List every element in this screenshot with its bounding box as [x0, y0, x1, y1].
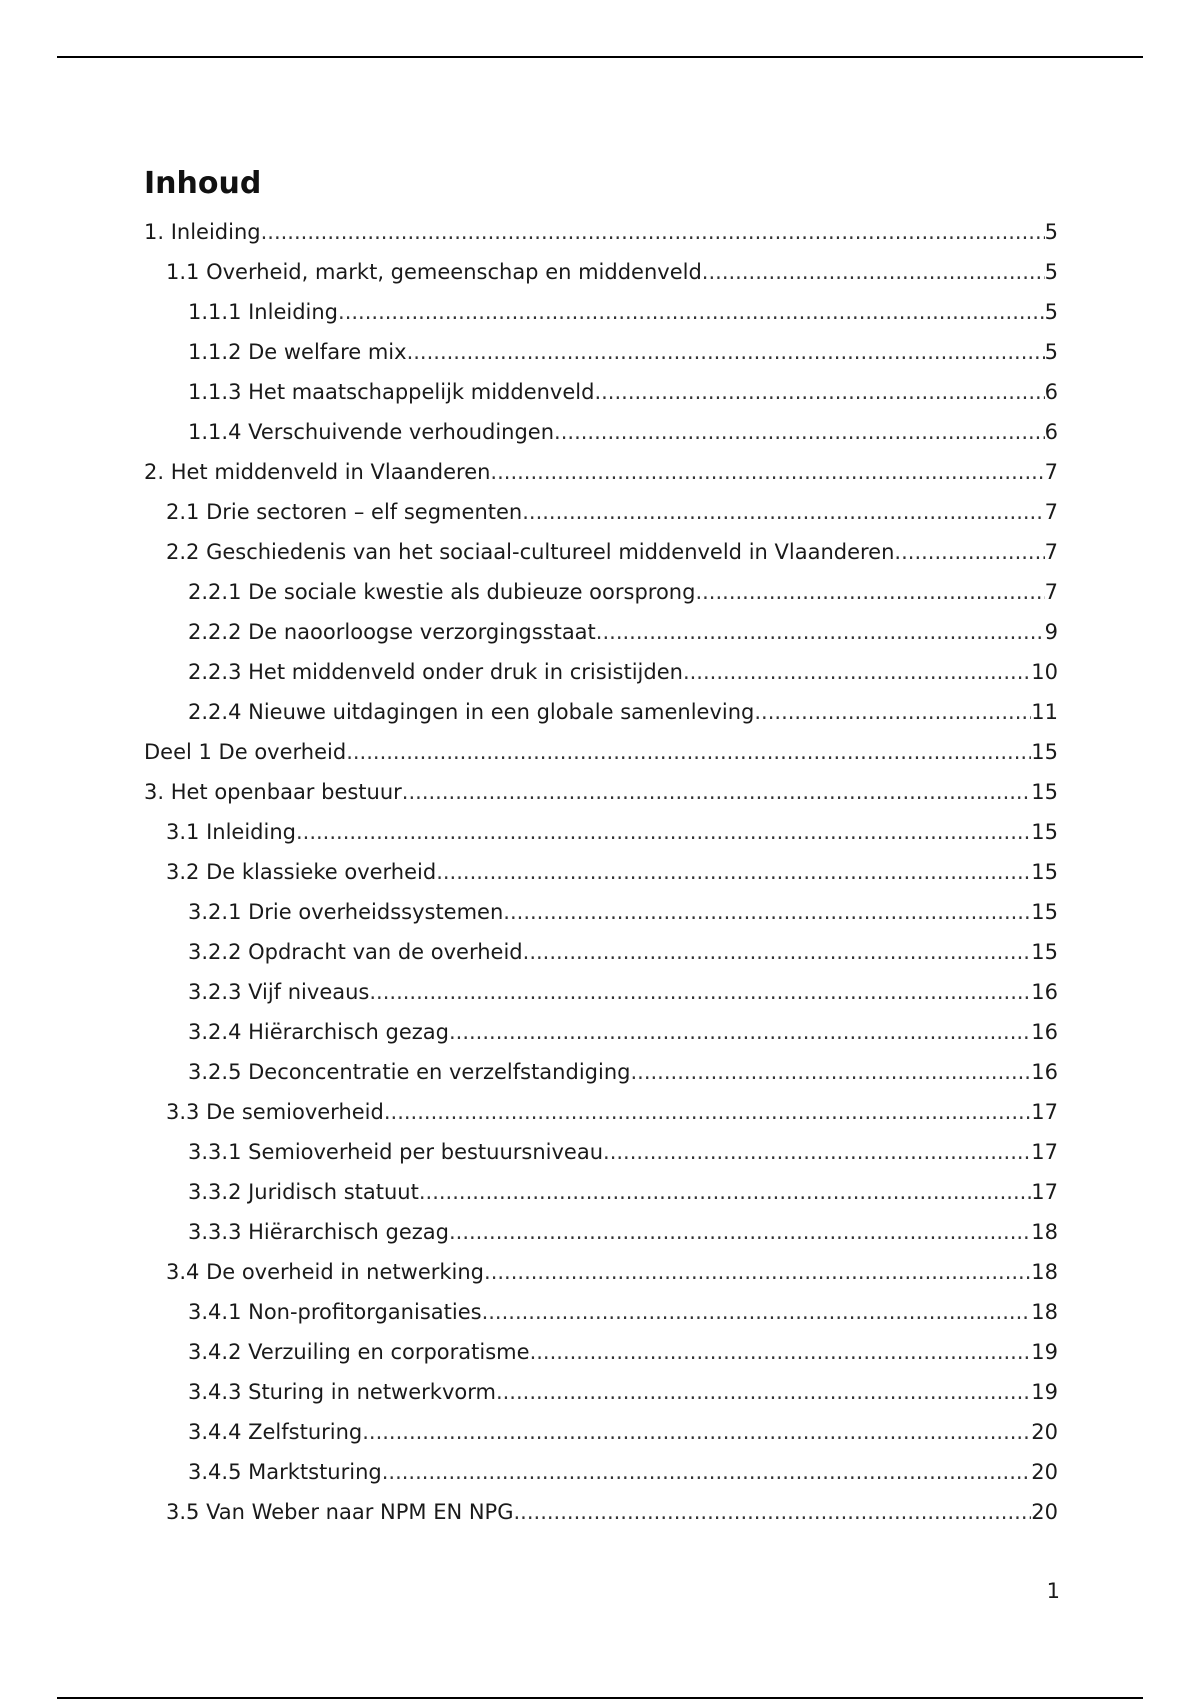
toc-entry[interactable] [144, 572, 1058, 612]
dot-leader [402, 772, 1031, 812]
toc-entry-label: 2.1 Drie sectoren – elf segmenten [166, 500, 523, 524]
toc-entry-page: 7 [1044, 460, 1058, 484]
toc-entry-label: 3.4.4 Zelfsturing [188, 1420, 363, 1444]
toc-entry-label: 3.3 De semioverheid [166, 1100, 384, 1124]
dot-leader [484, 1252, 1031, 1292]
toc-entry-page: 7 [1044, 540, 1058, 564]
toc-entry[interactable] [144, 932, 1058, 972]
dot-leader [530, 1332, 1032, 1372]
toc-entry-page: 16 [1031, 1020, 1058, 1044]
toc-entry-label: 3.4 De overheid in netwerking [166, 1260, 485, 1284]
toc-entry-label: 3.1 Inleiding [166, 820, 296, 844]
header-rule [57, 56, 1143, 58]
toc-entry-page: 6 [1044, 420, 1058, 444]
toc-entry-label: Deel 1 De overheid [144, 740, 347, 764]
toc-entry-label: 1.1.3 Het maatschappelijk middenveld [188, 380, 595, 404]
dot-leader [596, 612, 1045, 652]
toc-entry-page: 7 [1044, 580, 1058, 604]
dot-leader [754, 692, 1031, 732]
toc-entry[interactable] [144, 1212, 1058, 1252]
toc-entry[interactable] [144, 1172, 1058, 1212]
toc-entry-label: 3.2 De klassieke overheid [166, 860, 437, 884]
dot-leader [594, 372, 1044, 412]
toc-title: Inhoud [144, 166, 262, 201]
dot-leader [419, 1172, 1031, 1212]
toc-entry-page: 15 [1031, 740, 1058, 764]
toc-entry-label: 3.4.2 Verzuiling en corporatisme [188, 1340, 530, 1364]
toc-entry-page: 17 [1031, 1100, 1058, 1124]
toc-entry[interactable] [144, 412, 1058, 452]
toc-entry-page: 18 [1031, 1300, 1058, 1324]
toc-entry-page: 7 [1044, 500, 1058, 524]
toc-entry-page: 18 [1031, 1260, 1058, 1284]
dot-leader [522, 492, 1044, 532]
page-number: 1 [1046, 1579, 1060, 1603]
toc-entry-label: 3.3.2 Juridisch statuut [188, 1180, 419, 1204]
toc-entry-page: 10 [1031, 660, 1058, 684]
toc-entry[interactable] [144, 1052, 1058, 1092]
toc-entry[interactable] [144, 1332, 1058, 1372]
toc-entry-page: 5 [1044, 260, 1058, 284]
toc-entry-page: 18 [1031, 1220, 1058, 1244]
toc-entry-page: 6 [1044, 380, 1058, 404]
toc-entry-label: 1. Inleiding [144, 220, 261, 244]
toc-entry[interactable] [144, 532, 1058, 572]
toc-entry-label: 3.2.1 Drie overheidssystemen [188, 900, 504, 924]
toc-entry[interactable] [144, 1012, 1058, 1052]
toc-entry-label: 3.5 Van Weber naar NPM EN NPG [166, 1500, 514, 1524]
footer-rule [57, 1697, 1143, 1699]
toc-entry-page: 15 [1031, 940, 1058, 964]
dot-leader [695, 572, 1044, 612]
toc-entry-label: 2.2.3 Het middenveld onder druk in crisistijden [188, 660, 683, 684]
toc-entry-page: 15 [1031, 820, 1058, 844]
toc-entry-page: 19 [1031, 1340, 1058, 1364]
toc-entry-label: 3.4.5 Marktsturing [188, 1460, 382, 1484]
toc-entry[interactable] [144, 772, 1058, 812]
toc-entry[interactable] [144, 1092, 1058, 1132]
toc-entry-label: 2.2.2 De naoorloogse verzorgingsstaat [188, 620, 596, 644]
dot-leader [369, 972, 1031, 1012]
dot-leader [362, 1412, 1031, 1452]
toc-list [144, 212, 1058, 1532]
toc-entry-page: 15 [1031, 860, 1058, 884]
toc-entry-label: 1.1 Overheid, markt, gemeenschap en middenveld [166, 260, 702, 284]
toc-entry[interactable] [144, 372, 1058, 412]
toc-entry-label: 1.1.2 De welfare mix [188, 340, 407, 364]
dot-leader [449, 1212, 1031, 1252]
toc-entry-label: 3.2.2 Opdracht van de overheid [188, 940, 523, 964]
dot-leader [407, 332, 1045, 372]
toc-entry-page: 20 [1031, 1460, 1058, 1484]
toc-entry-page: 9 [1044, 620, 1058, 644]
toc-entry[interactable] [144, 692, 1058, 732]
toc-entry-label: 3.2.3 Vijf niveaus [188, 980, 370, 1004]
dot-leader [683, 652, 1031, 692]
toc-page [144, 160, 1058, 1532]
dot-leader [523, 932, 1032, 972]
toc-entry-page: 11 [1031, 700, 1058, 724]
toc-entry[interactable] [144, 1492, 1058, 1532]
toc-entry-page: 5 [1044, 340, 1058, 364]
toc-entry[interactable] [144, 1452, 1058, 1492]
dot-leader [514, 1492, 1032, 1532]
toc-entry-page: 16 [1031, 980, 1058, 1004]
toc-entry-label: 2.2.1 De sociale kwestie als dubieuze oorsprong [188, 580, 696, 604]
dot-leader [482, 1292, 1032, 1332]
dot-leader [503, 892, 1031, 932]
dot-leader [490, 452, 1044, 492]
toc-entry-page: 20 [1031, 1500, 1058, 1524]
dot-leader [384, 1092, 1031, 1132]
toc-entry-label: 3.4.3 Sturing in netwerkvorm [188, 1380, 496, 1404]
toc-entry[interactable] [144, 1372, 1058, 1412]
toc-entry[interactable] [144, 652, 1058, 692]
toc-entry-page: 5 [1044, 220, 1058, 244]
toc-entry-label: 3.2.5 Deconcentratie en verzelfstandiging [188, 1060, 631, 1084]
toc-entry-page: 15 [1031, 780, 1058, 804]
toc-entry[interactable] [144, 1292, 1058, 1332]
toc-entry-page: 17 [1031, 1180, 1058, 1204]
toc-entry-page: 5 [1044, 300, 1058, 324]
toc-entry[interactable] [144, 732, 1058, 772]
dot-leader [382, 1452, 1032, 1492]
toc-entry-page: 16 [1031, 1060, 1058, 1084]
dot-leader [894, 532, 1044, 572]
toc-entry[interactable] [144, 892, 1058, 932]
toc-entry[interactable] [144, 492, 1058, 532]
toc-entry-label: 2.2.4 Nieuwe uitdagingen in een globale samenleving [188, 700, 755, 724]
toc-entry-page: 15 [1031, 900, 1058, 924]
dot-leader [603, 1132, 1031, 1172]
toc-entry-page: 17 [1031, 1140, 1058, 1164]
toc-entry[interactable] [144, 212, 1058, 252]
toc-entry-label: 1.1.4 Verschuivende verhoudingen [188, 420, 555, 444]
toc-entry-label: 3.3.1 Semioverheid per bestuursniveau [188, 1140, 604, 1164]
toc-entry[interactable] [144, 292, 1058, 332]
dot-leader [630, 1052, 1031, 1092]
toc-entry[interactable] [144, 1132, 1058, 1172]
toc-entry[interactable] [144, 972, 1058, 1012]
toc-entry[interactable] [144, 812, 1058, 852]
dot-leader [702, 252, 1045, 292]
toc-entry-label: 3.3.3 Hiërarchisch gezag [188, 1220, 449, 1244]
toc-entry[interactable] [144, 252, 1058, 292]
dot-leader [338, 292, 1045, 332]
toc-entry-label: 2.2 Geschiedenis van het sociaal-cultureel middenveld in Vlaanderen [166, 540, 895, 564]
toc-entry[interactable] [144, 1252, 1058, 1292]
toc-entry[interactable] [144, 612, 1058, 652]
dot-leader [346, 732, 1031, 772]
toc-entry-page: 20 [1031, 1420, 1058, 1444]
toc-entry[interactable] [144, 1412, 1058, 1452]
toc-entry-label: 3.2.4 Hiërarchisch gezag [188, 1020, 449, 1044]
toc-entry[interactable] [144, 852, 1058, 892]
toc-entry-label: 1.1.1 Inleiding [188, 300, 339, 324]
toc-entry[interactable] [144, 332, 1058, 372]
toc-entry[interactable] [144, 452, 1058, 492]
dot-leader [261, 212, 1045, 252]
toc-entry-label: 2. Het middenveld in Vlaanderen [144, 460, 491, 484]
dot-leader [436, 852, 1031, 892]
toc-entry-label: 3. Het openbaar bestuur [144, 780, 402, 804]
dot-leader [296, 812, 1031, 852]
dot-leader [449, 1012, 1031, 1052]
toc-entry-page: 19 [1031, 1380, 1058, 1404]
dot-leader [554, 412, 1045, 452]
toc-entry-label: 3.4.1 Non-profitorganisaties [188, 1300, 482, 1324]
dot-leader [496, 1372, 1031, 1412]
